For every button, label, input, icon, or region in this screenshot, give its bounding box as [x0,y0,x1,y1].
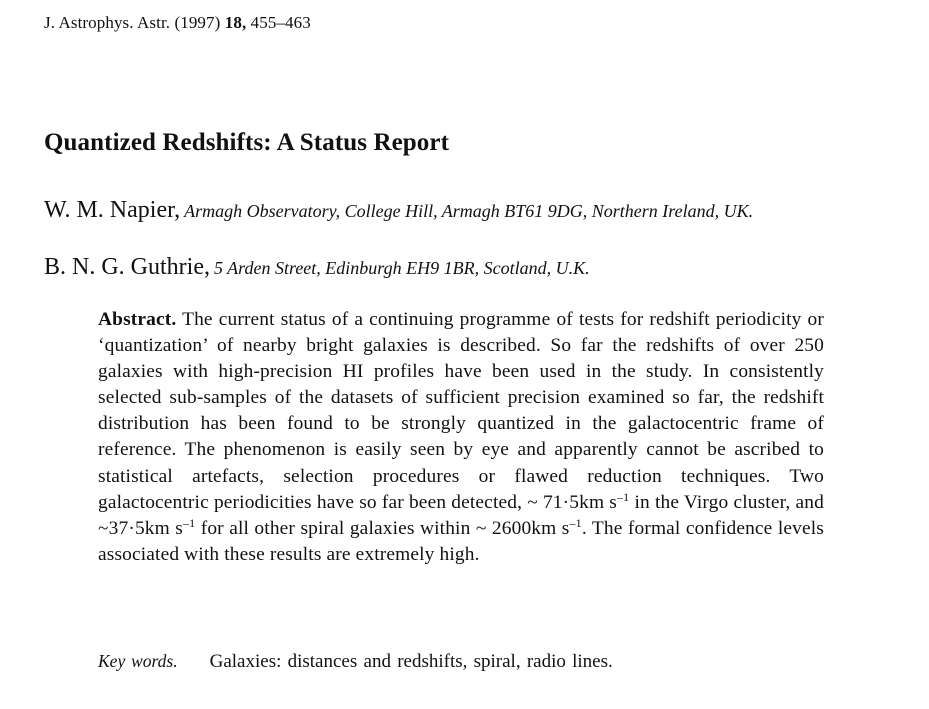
author-line-2 [44,254,874,283]
abstract-exponent: –1 [182,515,196,530]
keywords-label: Key words. [98,651,178,671]
author-line-1 [44,197,874,226]
abstract-label: Abstract. [98,309,177,330]
author-affiliation: Armagh Observatory, College Hill, Armagh BT61 9DG, Northern Ireland, UK. [184,201,754,221]
abstract-exponent: –1 [617,489,630,504]
abstract-exponent: –1 [569,515,582,530]
author-name: W. M. Napier, [44,197,181,223]
paper-title: Quantized Redshifts: A Status Report [44,129,450,156]
abstract-text: for all other spiral galaxies within ~ 2600km s [195,517,570,539]
author-affiliation: 5 Arden Street, Edinburgh EH9 1BR, Scotland, U.K. [213,258,590,278]
journal-pages: 455–463 [246,13,311,32]
abstract-text: in the Virgo cluster, and ~37·5km s [98,491,824,539]
abstract [98,307,824,568]
abstract-text: The current status of a continuing programme of tests for redshift periodicity or ‘quantization’ of nearby bright galaxies is described. So far the redshifts of over 250 galaxies with high-precision HI profiles have been used in the study. In consistently selected sub-samples of the datasets of sufficient precision examined so far, the redshift distribution has been found to be strongly quantized in the galactocentric frame of reference. The phenomenon is easily seen by eye and apparently cannot be ascribed to statistical artefacts, selection procedures or flawed reduction techniques. Two galactocentric periodicities have so far been detected, ~ 71·5km s [98,309,824,513]
journal-citation [44,13,311,33]
journal-prefix: J. Astrophys. Astr. (1997) [44,13,225,32]
keywords-text: Galaxies: distances and redshifts, spiral, radio lines. [209,651,613,672]
abstract-text: . The formal confidence levels associated with these results are extremely high. [98,517,824,565]
journal-volume: 18, [224,13,247,32]
keywords [98,651,858,673]
author-name: B. N. G. Guthrie, [44,254,210,280]
